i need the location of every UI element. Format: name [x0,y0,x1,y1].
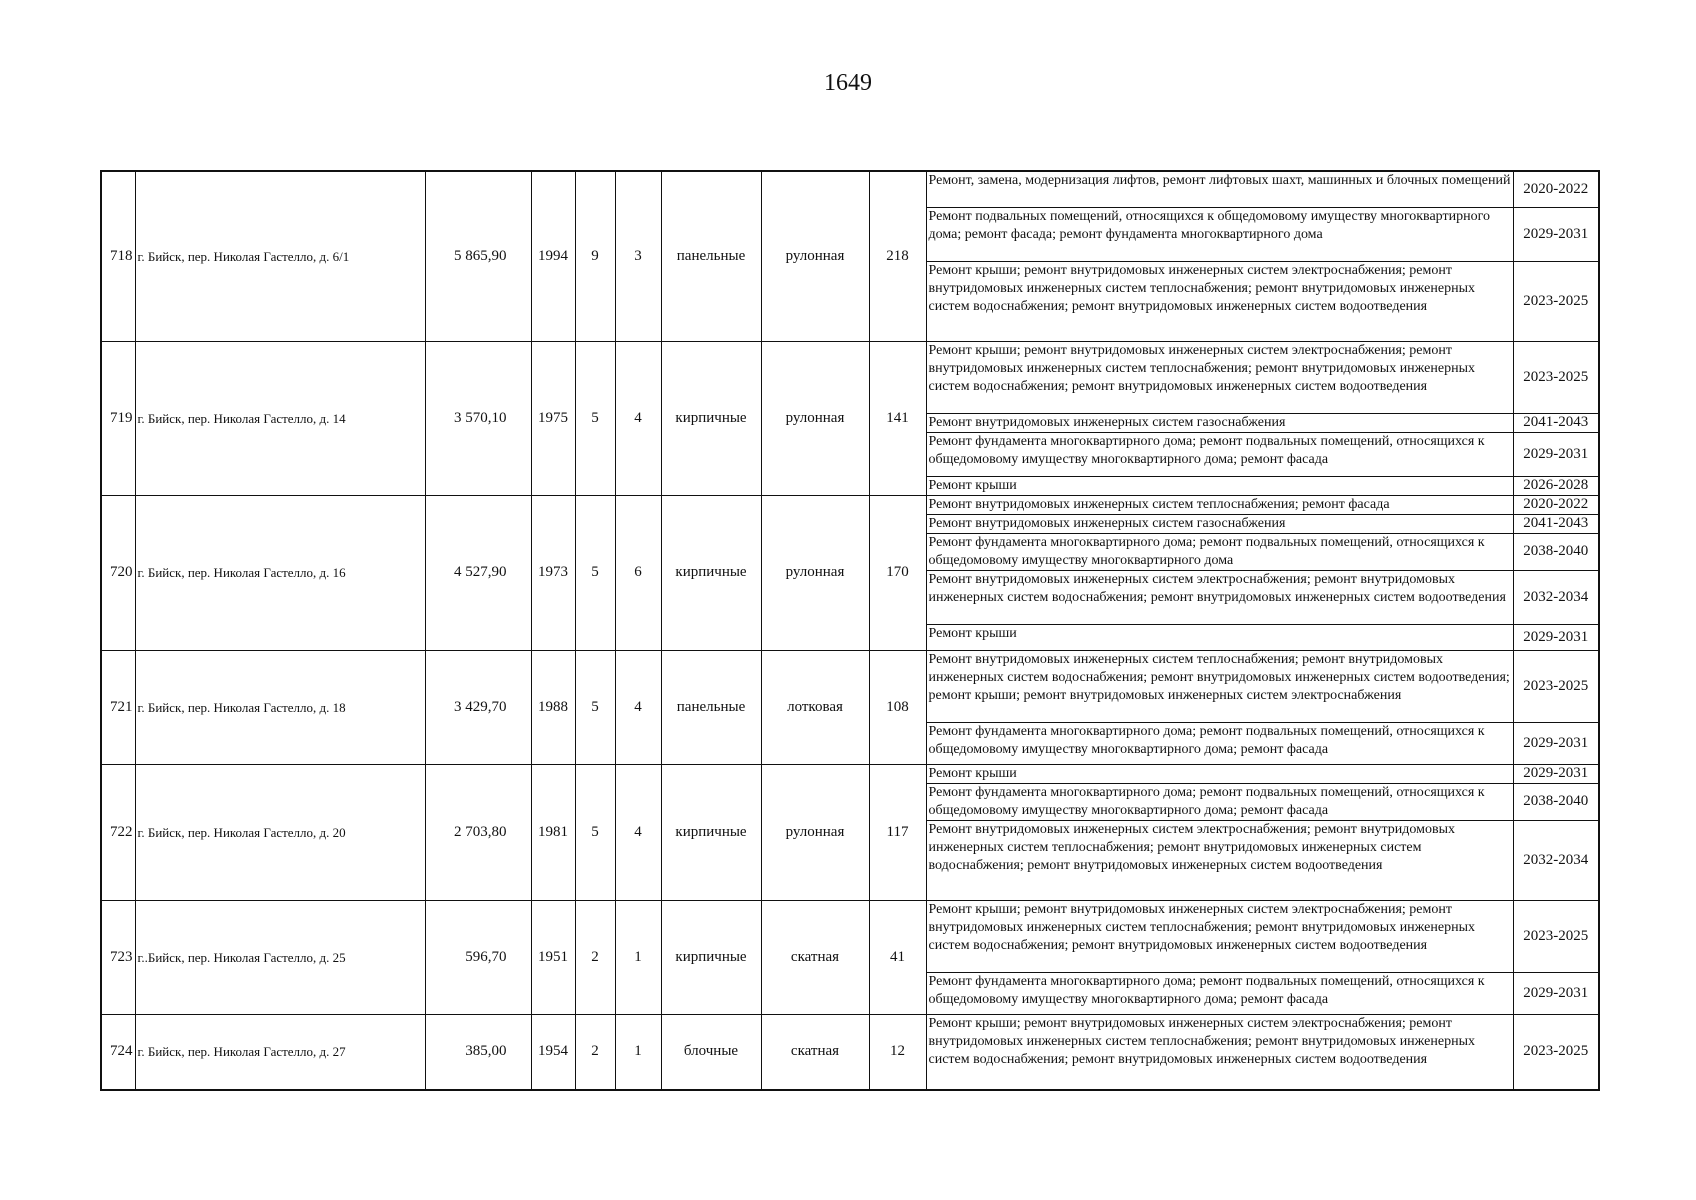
roof-type-cell: лотковая [761,650,869,764]
row-number: 720 [101,495,135,650]
row-number: 718 [101,171,135,341]
wall-material-cell: панельные [661,171,761,341]
work-period-cell: 2029-2031 [1513,972,1599,1014]
work-description-cell: Ремонт внутридомовых инженерных систем электроснабжения; ремонт внутридомовых инженерных систем теплоснабжения; ремонт внутридомовых инженерных систем водоснабжения; ремонт внутридомовых инженерных систем водоотведения [926,820,1513,900]
area-cell: 596,70 [425,900,531,1014]
row-number: 722 [101,764,135,900]
row-number: 721 [101,650,135,764]
work-description-cell: Ремонт крыши [926,764,1513,783]
table-row [101,171,1599,207]
wall-material-cell: кирпичные [661,900,761,1014]
address-cell: г. Бийск, пер. Николая Гастелло, д. 18 [135,650,425,764]
year-built-cell: 1994 [531,171,575,341]
work-period-cell: 2029-2031 [1513,432,1599,476]
entrances-cell: 4 [615,650,661,764]
work-description-cell: Ремонт фундамента многоквартирного дома; ремонт подвальных помещений, относящихся к общедомовому имуществу многоквартирного дома [926,533,1513,570]
work-description-cell: Ремонт внутридомовых инженерных систем газоснабжения [926,413,1513,432]
residents-cell: 108 [869,650,926,764]
residents-cell: 141 [869,341,926,495]
table-row [101,764,1599,783]
floors-cell: 5 [575,764,615,900]
work-description-cell: Ремонт фундамента многоквартирного дома; ремонт подвальных помещений, относящихся к общедомовому имуществу многоквартирного дома; ремонт фасада [926,432,1513,476]
entrances-cell: 4 [615,764,661,900]
work-description-cell: Ремонт крыши; ремонт внутридомовых инженерных систем электроснабжения; ремонт внутридомовых инженерных систем теплоснабжения; ремонт внутридомовых инженерных систем водоснабжения; ремонт внутридомовых инженерных систем водоотведения [926,261,1513,341]
work-description-cell: Ремонт внутридомовых инженерных систем газоснабжения [926,514,1513,533]
entrances-cell: 1 [615,1014,661,1090]
work-description-cell: Ремонт фундамента многоквартирного дома; ремонт подвальных помещений, относящихся к общедомовому имуществу многоквартирного дома; ремонт фасада [926,783,1513,820]
floors-cell: 2 [575,1014,615,1090]
wall-material-cell: блочные [661,1014,761,1090]
area-cell: 3 429,70 [425,650,531,764]
work-period-cell: 2023-2025 [1513,650,1599,722]
work-period-cell: 2041-2043 [1513,413,1599,432]
year-built-cell: 1973 [531,495,575,650]
floors-cell: 5 [575,650,615,764]
work-period-cell: 2023-2025 [1513,261,1599,341]
address-cell: г..Бийск, пер. Николая Гастелло, д. 25 [135,900,425,1014]
entrances-cell: 3 [615,171,661,341]
row-number: 719 [101,341,135,495]
address-cell: г. Бийск, пер. Николая Гастелло, д. 20 [135,764,425,900]
floors-cell: 5 [575,495,615,650]
work-description-cell: Ремонт внутридомовых инженерных систем теплоснабжения; ремонт внутридомовых инженерных систем водоснабжения; ремонт внутридомовых инженерных систем водоотведения; ремонт крыши; ремонт внутридомовых инженерных систем электроснабжения [926,650,1513,722]
work-period-cell: 2020-2022 [1513,171,1599,207]
work-period-cell: 2029-2031 [1513,207,1599,261]
table-row [101,495,1599,514]
work-period-cell: 2026-2028 [1513,476,1599,495]
wall-material-cell: кирпичные [661,341,761,495]
row-number: 724 [101,1014,135,1090]
floors-cell: 9 [575,171,615,341]
work-description-cell: Ремонт, замена, модернизация лифтов, ремонт лифтовых шахт, машинных и блочных помещений [926,171,1513,207]
work-description-cell: Ремонт внутридомовых инженерных систем теплоснабжения; ремонт фасада [926,495,1513,514]
work-period-cell: 2041-2043 [1513,514,1599,533]
year-built-cell: 1981 [531,764,575,900]
work-period-cell: 2038-2040 [1513,783,1599,820]
area-cell: 3 570,10 [425,341,531,495]
table-row [101,341,1599,413]
area-cell: 5 865,90 [425,171,531,341]
residents-cell: 170 [869,495,926,650]
residents-cell: 117 [869,764,926,900]
work-description-cell: Ремонт внутридомовых инженерных систем электроснабжения; ремонт внутридомовых инженерных систем водоснабжения; ремонт внутридомовых инженерных систем водоотведения [926,570,1513,624]
address-cell: г. Бийск, пер. Николая Гастелло, д. 6/1 [135,171,425,341]
floors-cell: 2 [575,900,615,1014]
area-cell: 2 703,80 [425,764,531,900]
year-built-cell: 1975 [531,341,575,495]
work-period-cell: 2023-2025 [1513,900,1599,972]
entrances-cell: 1 [615,900,661,1014]
page-number: 1649 [824,70,872,96]
floors-cell: 5 [575,341,615,495]
work-description-cell: Ремонт крыши; ремонт внутридомовых инженерных систем электроснабжения; ремонт внутридомовых инженерных систем теплоснабжения; ремонт внутридомовых инженерных систем водоснабжения; ремонт внутридомовых инженерных систем водоотведения [926,900,1513,972]
entrances-cell: 6 [615,495,661,650]
work-period-cell: 2029-2031 [1513,624,1599,650]
year-built-cell: 1954 [531,1014,575,1090]
year-built-cell: 1951 [531,900,575,1014]
work-description-cell: Ремонт подвальных помещений, относящихся к общедомовому имуществу многоквартирного дома; ремонт фасада; ремонт фундамента многоквартирного дома [926,207,1513,261]
residents-cell: 12 [869,1014,926,1090]
work-description-cell: Ремонт крыши [926,476,1513,495]
work-period-cell: 2032-2034 [1513,570,1599,624]
work-period-cell: 2032-2034 [1513,820,1599,900]
address-cell: г. Бийск, пер. Николая Гастелло, д. 27 [135,1014,425,1090]
residents-cell: 41 [869,900,926,1014]
table-row [101,900,1599,972]
wall-material-cell: кирпичные [661,495,761,650]
address-cell: г. Бийск, пер. Николая Гастелло, д. 14 [135,341,425,495]
table-row [101,1014,1599,1090]
year-built-cell: 1988 [531,650,575,764]
work-period-cell: 2023-2025 [1513,341,1599,413]
roof-type-cell: рулонная [761,764,869,900]
entrances-cell: 4 [615,341,661,495]
row-number: 723 [101,900,135,1014]
roof-type-cell: рулонная [761,495,869,650]
roof-type-cell: скатная [761,1014,869,1090]
table-row [101,650,1599,722]
work-description-cell: Ремонт фундамента многоквартирного дома; ремонт подвальных помещений, относящихся к общедомовому имуществу многоквартирного дома; ремонт фасада [926,722,1513,764]
work-description-cell: Ремонт крыши [926,624,1513,650]
work-period-cell: 2020-2022 [1513,495,1599,514]
address-cell: г. Бийск, пер. Николая Гастелло, д. 16 [135,495,425,650]
work-description-cell: Ремонт крыши; ремонт внутридомовых инженерных систем электроснабжения; ремонт внутридомовых инженерных систем теплоснабжения; ремонт внутридомовых инженерных систем водоснабжения; ремонт внутридомовых инженерных систем водоотведения [926,341,1513,413]
work-period-cell: 2029-2031 [1513,764,1599,783]
roof-type-cell: рулонная [761,171,869,341]
work-period-cell: 2023-2025 [1513,1014,1599,1090]
work-period-cell: 2029-2031 [1513,722,1599,764]
work-period-cell: 2038-2040 [1513,533,1599,570]
work-description-cell: Ремонт фундамента многоквартирного дома; ремонт подвальных помещений, относящихся к общедомовому имуществу многоквартирного дома; ремонт фасада [926,972,1513,1014]
wall-material-cell: панельные [661,650,761,764]
roof-type-cell: скатная [761,900,869,1014]
wall-material-cell: кирпичные [661,764,761,900]
work-description-cell: Ремонт крыши; ремонт внутридомовых инженерных систем электроснабжения; ремонт внутридомовых инженерных систем теплоснабжения; ремонт внутридомовых инженерных систем водоснабжения; ремонт внутридомовых инженерных систем водоотведения [926,1014,1513,1090]
residents-cell: 218 [869,171,926,341]
building-repair-table [100,170,1600,1091]
roof-type-cell: рулонная [761,341,869,495]
area-cell: 4 527,90 [425,495,531,650]
area-cell: 385,00 [425,1014,531,1090]
